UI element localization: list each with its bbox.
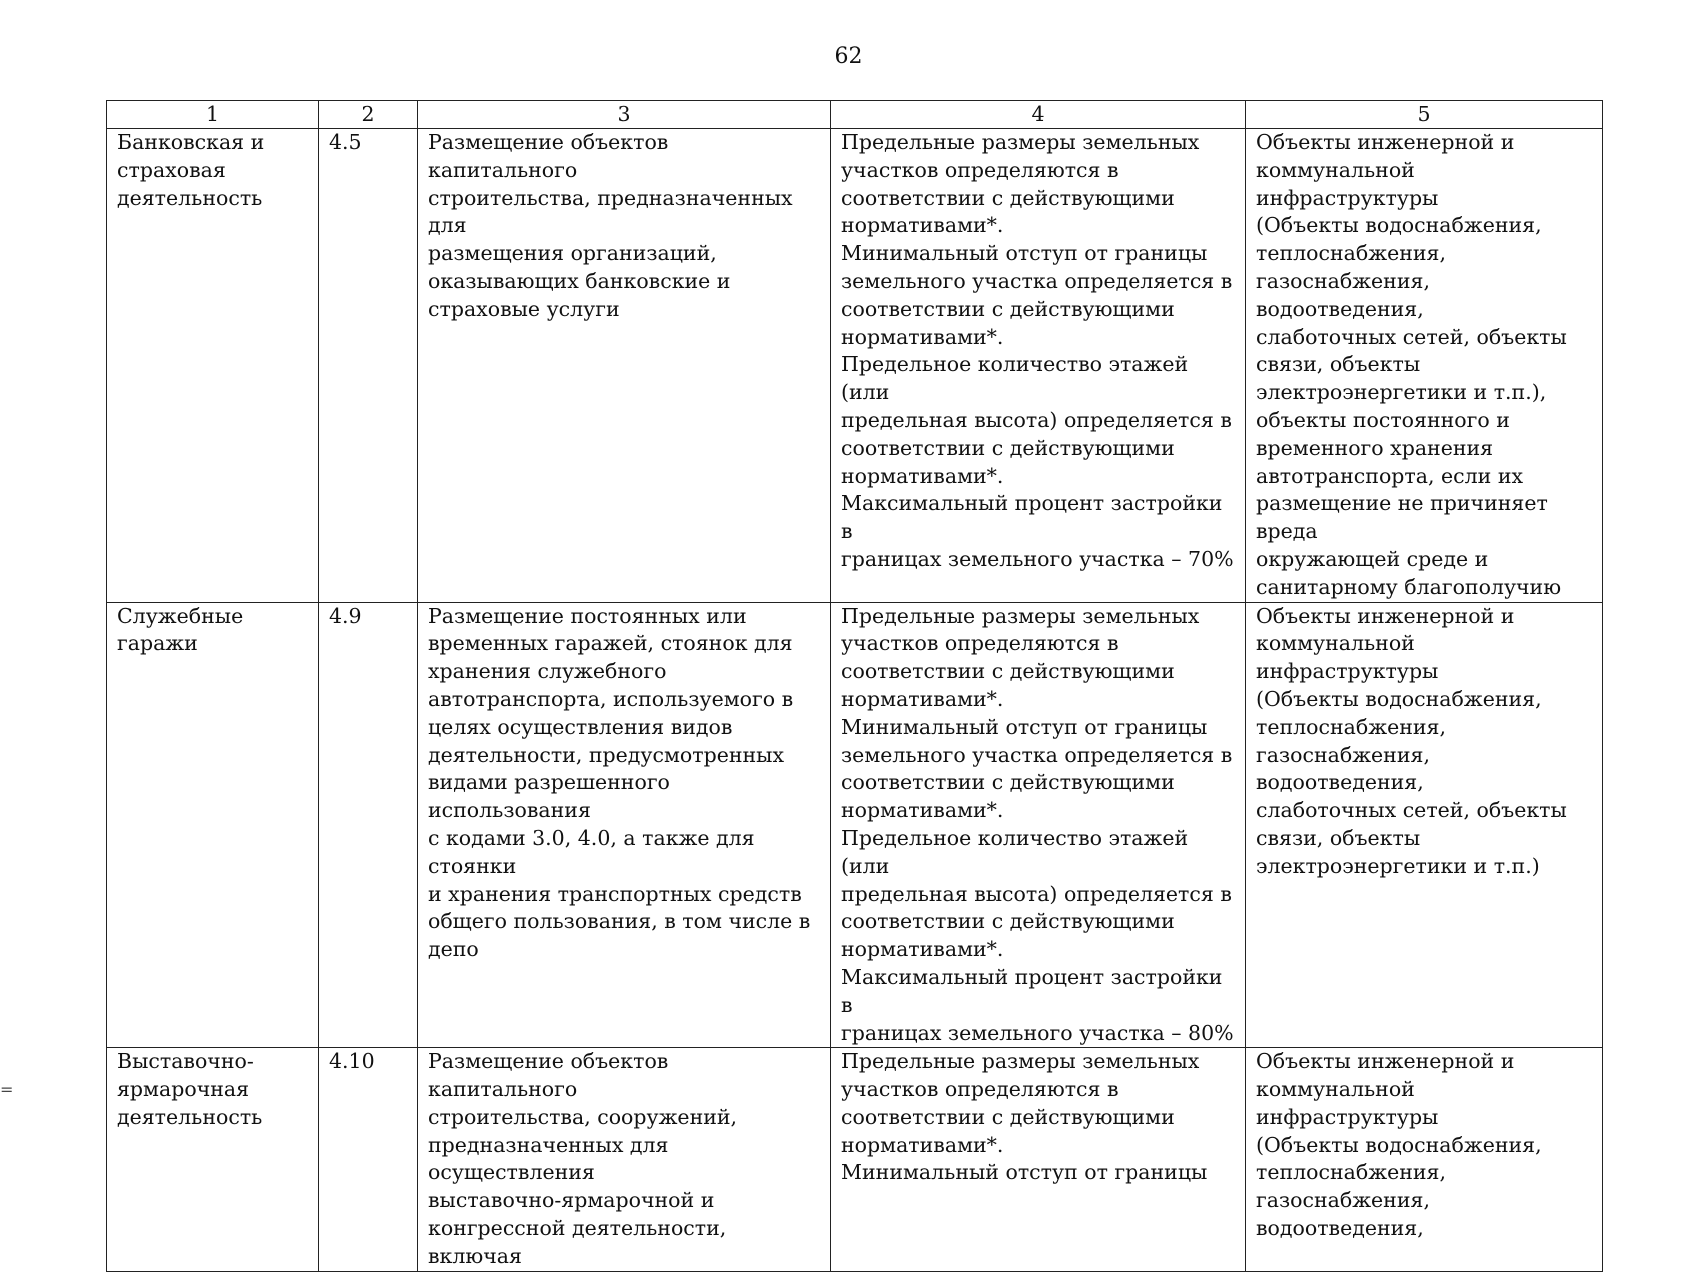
parameters-cell: [831, 602, 1246, 1048]
column-header-4: 4: [831, 101, 1246, 129]
parameters: Предельные размеры земельных участков определяются в соответствии с действующими нормативами*. Минимальный отступ от границы земельного участка определяется в соответствии с действующими нормативами*. Предельное количество этажей (или предельная высота) определяется в соответствии с действующими нормативами*. Максимальный процент застройки в границах земельного участка – 80%: [841, 603, 1234, 1045]
use-name: Банковская и страховая деятельность: [117, 130, 265, 210]
use-description-cell: [418, 602, 831, 1048]
use-code-cell: [319, 1048, 418, 1271]
parameters-cell: [831, 129, 1246, 603]
auxiliary-uses-cell: [1246, 129, 1603, 603]
table-row: [107, 602, 1603, 1048]
column-header-1: 1: [107, 101, 319, 129]
use-code: 4.10: [329, 1049, 375, 1074]
auxiliary-uses: Объекты инженерной и коммунальной инфраструктуры (Объекты водоснабжения, теплоснабжения, газоснабжения, водоотведения,: [1256, 1049, 1542, 1241]
parameters: Предельные размеры земельных участков определяются в соответствии с действующими нормативами*. Минимальный отступ от границы: [841, 1049, 1208, 1185]
column-header-2: 2: [319, 101, 418, 129]
parameters-cell: [831, 1048, 1246, 1271]
use-name: Выставочно- ярмарочная деятельность: [117, 1049, 263, 1129]
land-use-table: [106, 100, 1603, 1272]
use-description: Размещение объектов капитального строительства, предназначенных для размещения организаций, оказывающих банковские и страховые услуги: [428, 130, 793, 321]
use-code: 4.9: [329, 603, 362, 628]
page-number: 62: [834, 44, 863, 69]
use-code-cell: [319, 129, 418, 603]
use-name-cell: [107, 129, 319, 603]
use-name: Служебные гаражи: [117, 603, 244, 656]
use-code-cell: [319, 602, 418, 1048]
use-code: 4.5: [329, 130, 362, 154]
column-header-5: 5: [1246, 101, 1603, 129]
use-description: Размещение объектов капитального строительства, сооружений, предназначенных для осуществления выставочно-ярмарочной и конгрессной деятельности, включая: [428, 1049, 738, 1268]
table-row: [107, 129, 1603, 603]
header-row: [107, 101, 1603, 129]
use-description-cell: [418, 1048, 831, 1271]
margin-mark: =: [0, 1080, 14, 1099]
auxiliary-uses: Объекты инженерной и коммунальной инфраструктуры (Объекты водоснабжения, теплоснабжения, газоснабжения, водоотведения, слаботочных сетей, объекты связи, объекты электроэнергетики и т.п.), объекты постоянного и временного хранения автотранспорта, если их размещение не причиняет вреда окружающей среде и санитарному благополучию: [1256, 130, 1567, 599]
table-row: [107, 1048, 1603, 1271]
parameters: Предельные размеры земельных участков определяются в соответствии с действующими нормативами*. Минимальный отступ от границы земельного участка определяется в соответствии с действующими нормативами*. Предельное количество этажей (или предельная высота) определяется в соответствии с действующими нормативами*. Максимальный процент застройки в границах земельного участка – 70%: [841, 130, 1234, 571]
use-description: Размещение постоянных или временных гаражей, стоянок для хранения служебного автотранспорта, используемого в целях осуществления видов деятельности, предусмотренных видами разрешенного использования с кодами 3.0, 4.0, а также для стоянки и хранения транспортных средств общего пользования, в том числе в депо: [428, 603, 811, 962]
use-description-cell: [418, 129, 831, 603]
auxiliary-uses: Объекты инженерной и коммунальной инфраструктуры (Объекты водоснабжения, теплоснабжения, газоснабжения, водоотведения, слаботочных сетей, объекты связи, объекты электроэнергетики и т.п.): [1256, 603, 1567, 878]
auxiliary-uses-cell: [1246, 602, 1603, 1048]
auxiliary-uses-cell: [1246, 1048, 1603, 1271]
use-name-cell: [107, 602, 319, 1048]
use-name-cell: [107, 1048, 319, 1271]
column-header-3: 3: [418, 101, 831, 129]
